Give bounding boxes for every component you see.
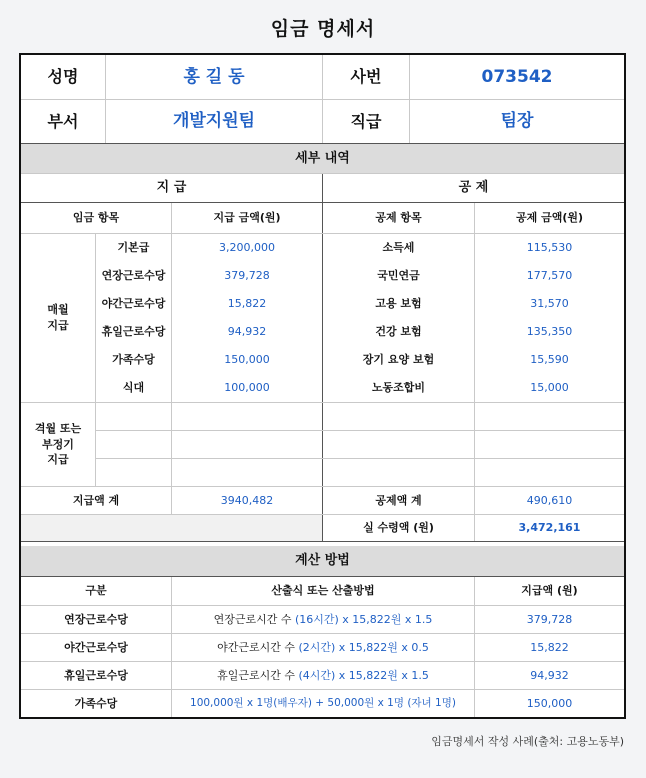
source-footnote: 임금명세서 작성 사례(출처: 고용노동부) [431, 735, 624, 748]
net-pay-label: 실 수령액 (원) [363, 521, 434, 535]
pay-total-value: 3940,482 [220, 494, 274, 508]
pay-item-header: 임금 항목 [72, 211, 120, 225]
deduct-item-label: 노동조합비 [371, 381, 426, 395]
calc-amount-header: 지급액 (원) [521, 584, 578, 598]
rank-value: 팀장 [500, 111, 534, 132]
divider [96, 458, 624, 459]
pay-item-value: 100,000 [224, 381, 270, 395]
pay-title: 지 급 [156, 179, 187, 195]
calc-formula [172, 634, 474, 662]
employee-number-value: 073542 [481, 66, 553, 87]
pay-item-value: 94,932 [227, 325, 267, 339]
deduct-item-label: 장기 요양 보험 [362, 353, 435, 367]
pay-item-value: 15,822 [227, 297, 267, 311]
pay-item-value: 379,728 [224, 269, 270, 283]
net-pay-value: 3,472,161 [518, 521, 581, 535]
deduct-item-label: 고용 보험 [375, 297, 422, 311]
deduct-title: 공 제 [458, 179, 489, 195]
blank-area [21, 515, 322, 541]
department-label: 부서 [47, 111, 79, 131]
name-value: 홍 길 동 [183, 66, 245, 87]
calc-formula [172, 662, 474, 690]
deduct-item-label: 건강 보험 [375, 325, 422, 339]
irregular-pay-group: 격월 또는 부정기 지급 [34, 421, 82, 467]
divider [21, 541, 624, 542]
calc-amount: 94,932 [530, 669, 569, 683]
pay-item-label: 휴일근로수당 [101, 325, 166, 339]
calc-formula [172, 606, 474, 634]
deduct-item-value: 177,570 [526, 269, 573, 283]
pay-item-label: 가족수당 [112, 353, 155, 367]
deduct-item-value: 15,000 [530, 381, 569, 395]
pay-item-value: 3,200,000 [219, 241, 275, 255]
formula-text: 야간근로시간 수 [217, 641, 299, 655]
formula-text: 연장근로시간 수 [213, 613, 295, 627]
calc-section-title: 계산 방법 [295, 552, 350, 568]
deduct-item-label: 국민연금 [377, 269, 420, 283]
deduct-total-label: 공제액 계 [375, 494, 422, 508]
calc-type: 가족수당 [74, 696, 118, 710]
pay-total-label: 지급액 계 [72, 494, 120, 508]
divider [96, 430, 624, 431]
calc-amount: 150,000 [526, 696, 573, 710]
calc-type-header: 구분 [85, 584, 107, 598]
pay-item-value: 150,000 [224, 353, 270, 367]
divider [21, 402, 624, 403]
calc-formula: 100,000원 x 1명(배우자) + 50,000원 x 1명 (자녀 1명) [190, 696, 456, 709]
employee-number-label: 사번 [350, 67, 382, 87]
deduct-item-value: 15,590 [530, 353, 569, 367]
calc-type: 휴일근로수당 [64, 669, 128, 683]
pay-item-label: 야간근로수당 [101, 297, 166, 311]
deduct-amount-header: 공제 금액(원) [515, 211, 583, 225]
document-title: 임금 명세서 [270, 18, 376, 40]
deduct-item-value: 115,530 [526, 241, 573, 255]
formula-values: (4시간) x 15,822원 x 1.5 [298, 669, 429, 683]
deduct-item-header: 공제 항목 [375, 211, 422, 225]
deduct-item-label: 소득세 [382, 241, 415, 255]
deduct-total-value: 490,610 [526, 494, 573, 508]
formula-text: 휴일근로시간 수 [217, 669, 299, 683]
calc-type: 야간근로수당 [64, 641, 128, 655]
calc-formula-header: 산출식 또는 산출방법 [271, 584, 375, 598]
deduct-item-value: 31,570 [530, 297, 569, 311]
deduct-item-value: 135,350 [526, 325, 573, 339]
pay-item-label: 연장근로수당 [101, 269, 166, 283]
payslip-sheet [19, 53, 626, 719]
formula-values: (16시간) x 15,822원 x 1.5 [294, 613, 433, 627]
pay-amount-header: 지급 금액(원) [213, 211, 281, 225]
calc-amount: 15,822 [530, 641, 569, 655]
calc-amount: 379,728 [526, 613, 573, 627]
rank-label: 직급 [350, 111, 382, 131]
pay-item-label: 기본급 [117, 241, 150, 255]
name-label: 성명 [47, 67, 79, 87]
details-section-title: 세부 내역 [295, 150, 350, 166]
formula-values: (2시간) x 15,822원 x 0.5 [298, 641, 429, 655]
pay-item-label: 식대 [122, 381, 145, 395]
calc-type: 연장근로수당 [64, 613, 128, 627]
department-value: 개발지원팀 [172, 111, 256, 132]
monthly-pay-group: 매월 지급 [47, 303, 69, 332]
